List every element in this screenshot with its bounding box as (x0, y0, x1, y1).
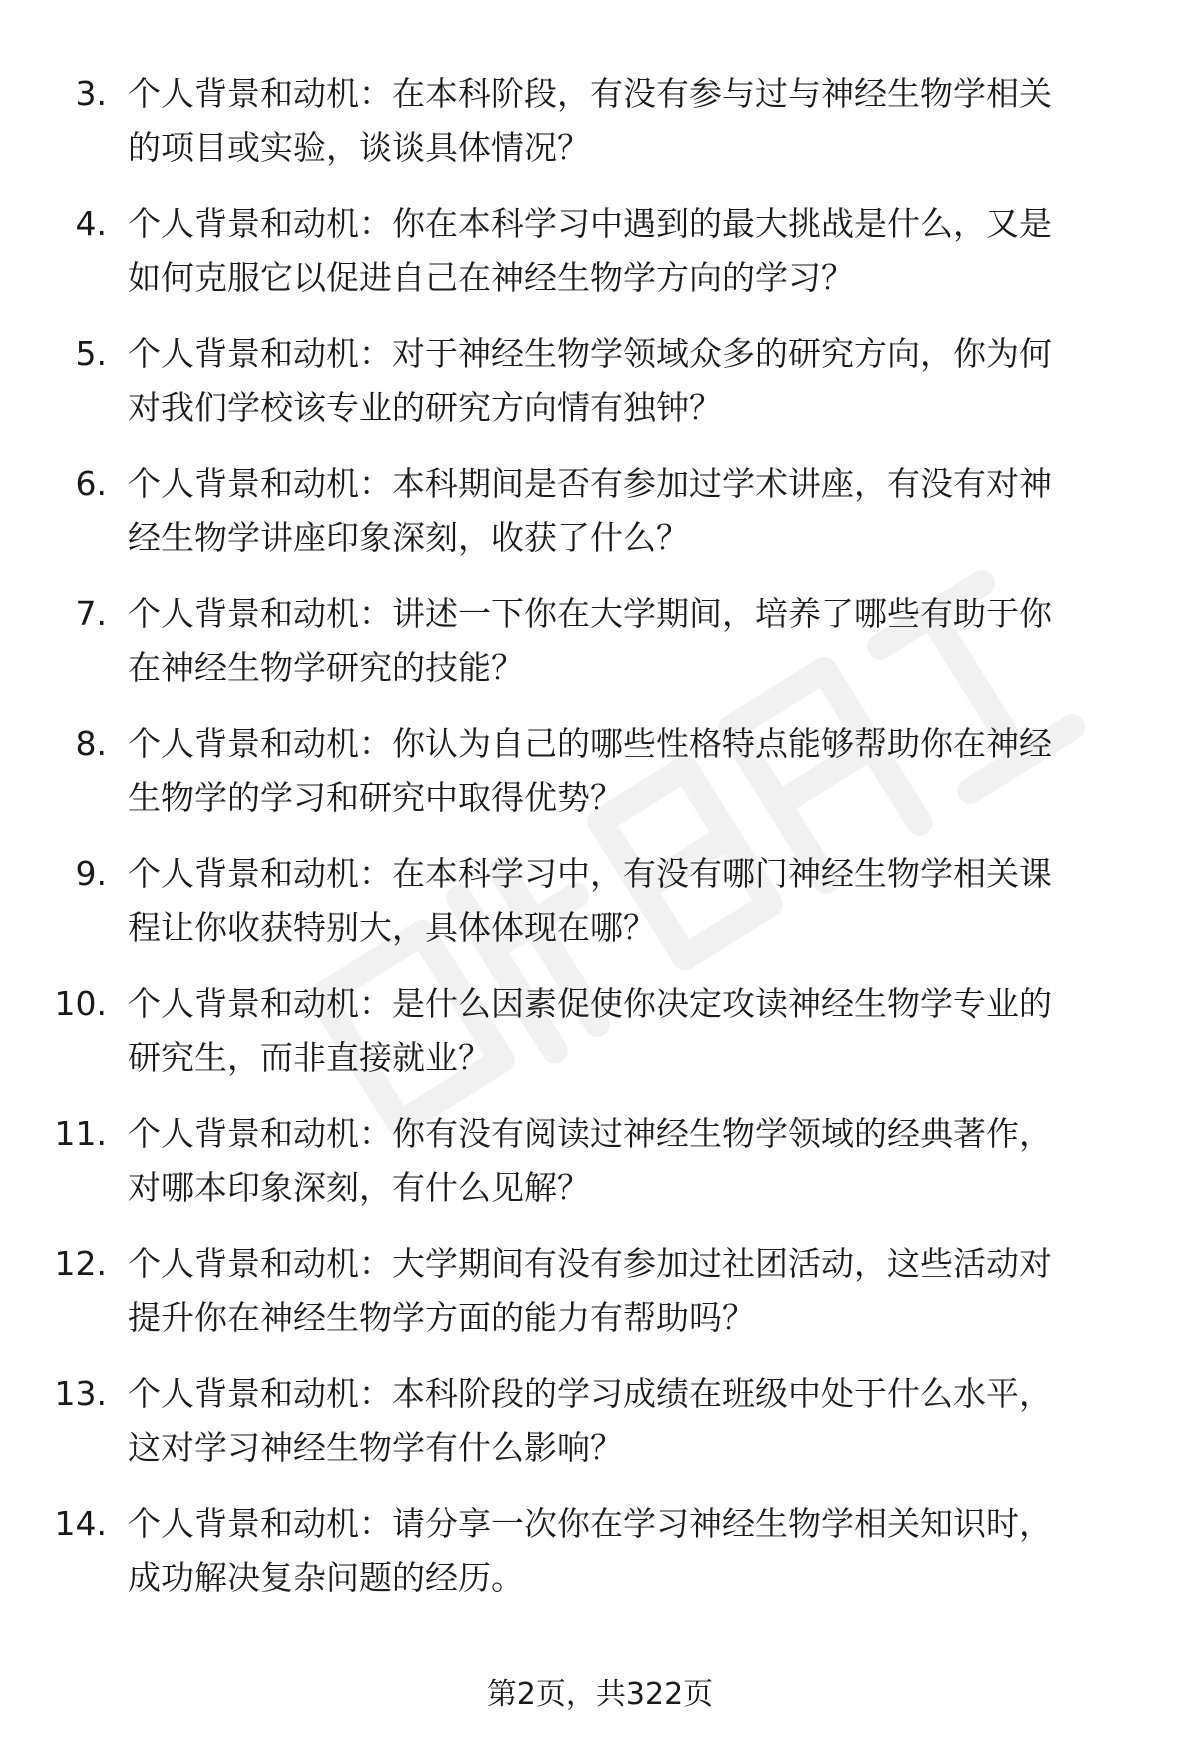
question-number: 14. (54, 1504, 107, 1543)
question-text: 个人背景和动机：在本科学习中，有没有哪门神经生物学相关课 程让你收获特别大，具体体现在哪？ (128, 854, 1052, 947)
question-number: 8. (75, 724, 107, 763)
question-text: 个人背景和动机：你认为自己的哪些性格特点能够帮助你在神经 生物学的学习和研究中取得优势？ (128, 724, 1052, 817)
question-text: 个人背景和动机：在本科阶段，有没有参与过与神经生物学相关 的项目或实验，谈谈具体情况？ (128, 74, 1052, 167)
question-number: 13. (54, 1374, 107, 1413)
question-text: 个人背景和动机：请分享一次你在学习神经生物学相关知识时， 成功解决复杂问题的经历。 (128, 1504, 1052, 1597)
question-item (0, 575, 1200, 705)
question-text: 个人背景和动机：你在本科学习中遇到的最大挑战是什么，又是 如何克服它以促进自己在神经生物学方向的学习？ (128, 204, 1052, 297)
question-item (0, 445, 1200, 575)
question-number: 9. (75, 854, 107, 893)
question-number: 12. (54, 1244, 107, 1283)
question-number: 6. (75, 464, 107, 503)
question-text: 个人背景和动机：是什么因素促使你决定攻读神经生物学专业的 研究生，而非直接就业？ (128, 984, 1052, 1077)
question-item (0, 835, 1200, 965)
question-item (0, 1355, 1200, 1485)
question-item (0, 965, 1200, 1095)
question-text: 个人背景和动机：对于神经生物学领域众多的研究方向，你为何 对我们学校该专业的研究方向情有独钟？ (128, 334, 1052, 427)
question-text: 个人背景和动机：本科阶段的学习成绩在班级中处于什么水平， 这对学习神经生物学有什么影响？ (128, 1374, 1052, 1467)
question-item (0, 1225, 1200, 1355)
question-text: 个人背景和动机：大学期间有没有参加过社团活动，这些活动对 提升你在神经生物学方面的能力有帮助吗？ (128, 1244, 1052, 1337)
question-text: 个人背景和动机：本科期间是否有参加过学术讲座，有没有对神 经生物学讲座印象深刻，收获了什么？ (128, 464, 1052, 557)
question-number: 4. (75, 204, 107, 243)
page-footer (0, 1675, 1200, 1715)
question-text: 个人背景和动机：讲述一下你在大学期间，培养了哪些有助于你 在神经生物学研究的技能？ (128, 594, 1052, 687)
question-item (0, 55, 1200, 185)
question-item (0, 1485, 1200, 1615)
question-number: 3. (75, 74, 107, 113)
question-list (0, 55, 1200, 1615)
question-number: 11. (54, 1114, 107, 1153)
question-number: 7. (75, 594, 107, 633)
page-number-label: 第2页，共322页 (486, 1677, 714, 1712)
question-item (0, 315, 1200, 445)
question-item (0, 1095, 1200, 1225)
question-number: 5. (75, 334, 107, 373)
question-item (0, 705, 1200, 835)
question-number: 10. (54, 984, 107, 1023)
question-item (0, 185, 1200, 315)
question-text: 个人背景和动机：你有没有阅读过神经生物学领域的经典著作， 对哪本印象深刻，有什么见解？ (128, 1114, 1052, 1207)
